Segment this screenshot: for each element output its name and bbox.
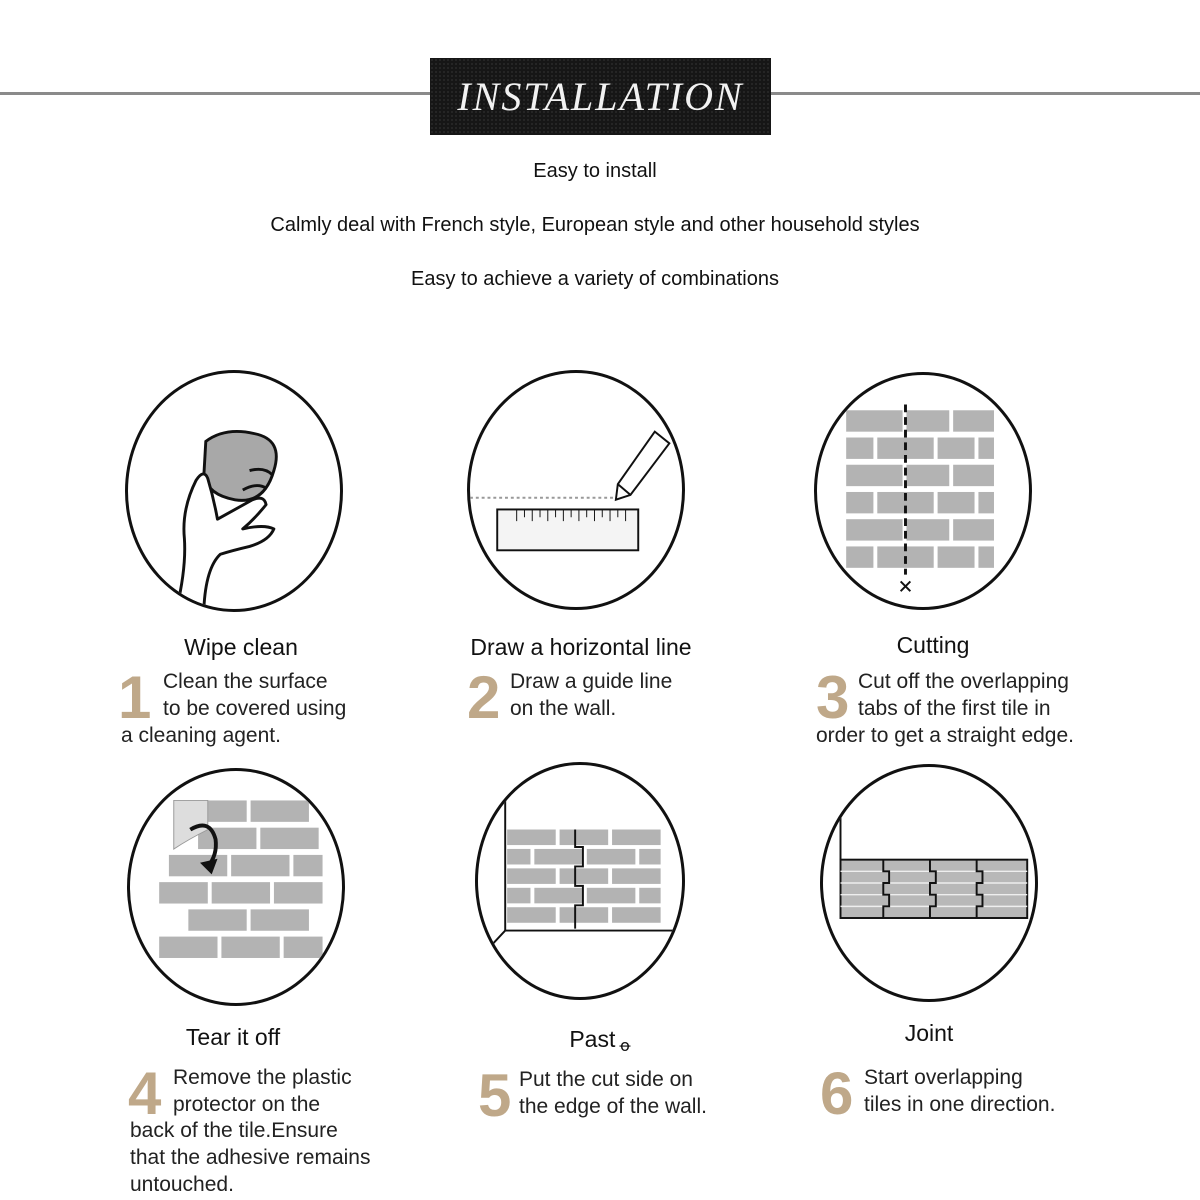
cut-line-tiles-icon	[814, 372, 1032, 610]
ruler-pencil-icon	[467, 370, 685, 610]
step-2-title: Draw a horizontal line	[470, 634, 692, 660]
step-6-description: Start overlapping tiles in one direction.	[864, 1066, 1056, 1116]
step-6-number: 6	[820, 1060, 854, 1127]
step-3-number: 3	[816, 664, 850, 731]
step-4-description-tail: back of the tile.Ensure that the adhesive remains untouched.	[130, 1119, 371, 1196]
header-rule-left	[0, 92, 430, 95]
step-6-title: Joint	[904, 1020, 954, 1046]
step-5-title-text: Past	[569, 1026, 616, 1052]
peel-tile-icon	[127, 768, 345, 1006]
joint-tiles-icon	[820, 764, 1038, 1002]
step-3-description: Cut off the overlapping tabs of the first tile in	[858, 670, 1069, 720]
hand-sponge-icon	[125, 370, 343, 612]
step-4-description: Remove the plastic protector on the	[173, 1066, 352, 1116]
step-1-number: 1	[118, 664, 152, 731]
step-3-description-tail: order to get a straight edge.	[816, 724, 1074, 747]
step-5-description: Put the cut side on the edge of the wall.	[519, 1068, 707, 1118]
step-1-title: Wipe clean	[184, 634, 298, 660]
wall-edge-tiles-icon	[475, 762, 685, 1000]
step-2-number: 2	[467, 664, 501, 731]
banner-title: INSTALLATION	[457, 74, 744, 119]
step-3-title: Cutting	[896, 632, 970, 658]
installation-banner	[430, 58, 771, 135]
step-5-title-mark: ꝋ	[619, 1038, 631, 1055]
step-4-number: 4	[128, 1060, 162, 1127]
step-1-description: Clean the surface to be covered using	[163, 670, 347, 720]
intro-line-1: Easy to install	[533, 160, 657, 182]
step-5-title	[540, 1026, 660, 1056]
step-5-number: 5	[478, 1062, 512, 1129]
step-2-description: Draw a guide line on the wall.	[510, 670, 673, 720]
intro-line-3: Easy to achieve a variety of combinations	[411, 268, 779, 290]
step-4-title: Tear it off	[185, 1024, 281, 1050]
intro-line-2: Calmly deal with French style, European style and other household styles	[270, 214, 920, 236]
header-rule-right	[771, 92, 1200, 95]
step-1-description-tail: a cleaning agent.	[121, 724, 281, 747]
